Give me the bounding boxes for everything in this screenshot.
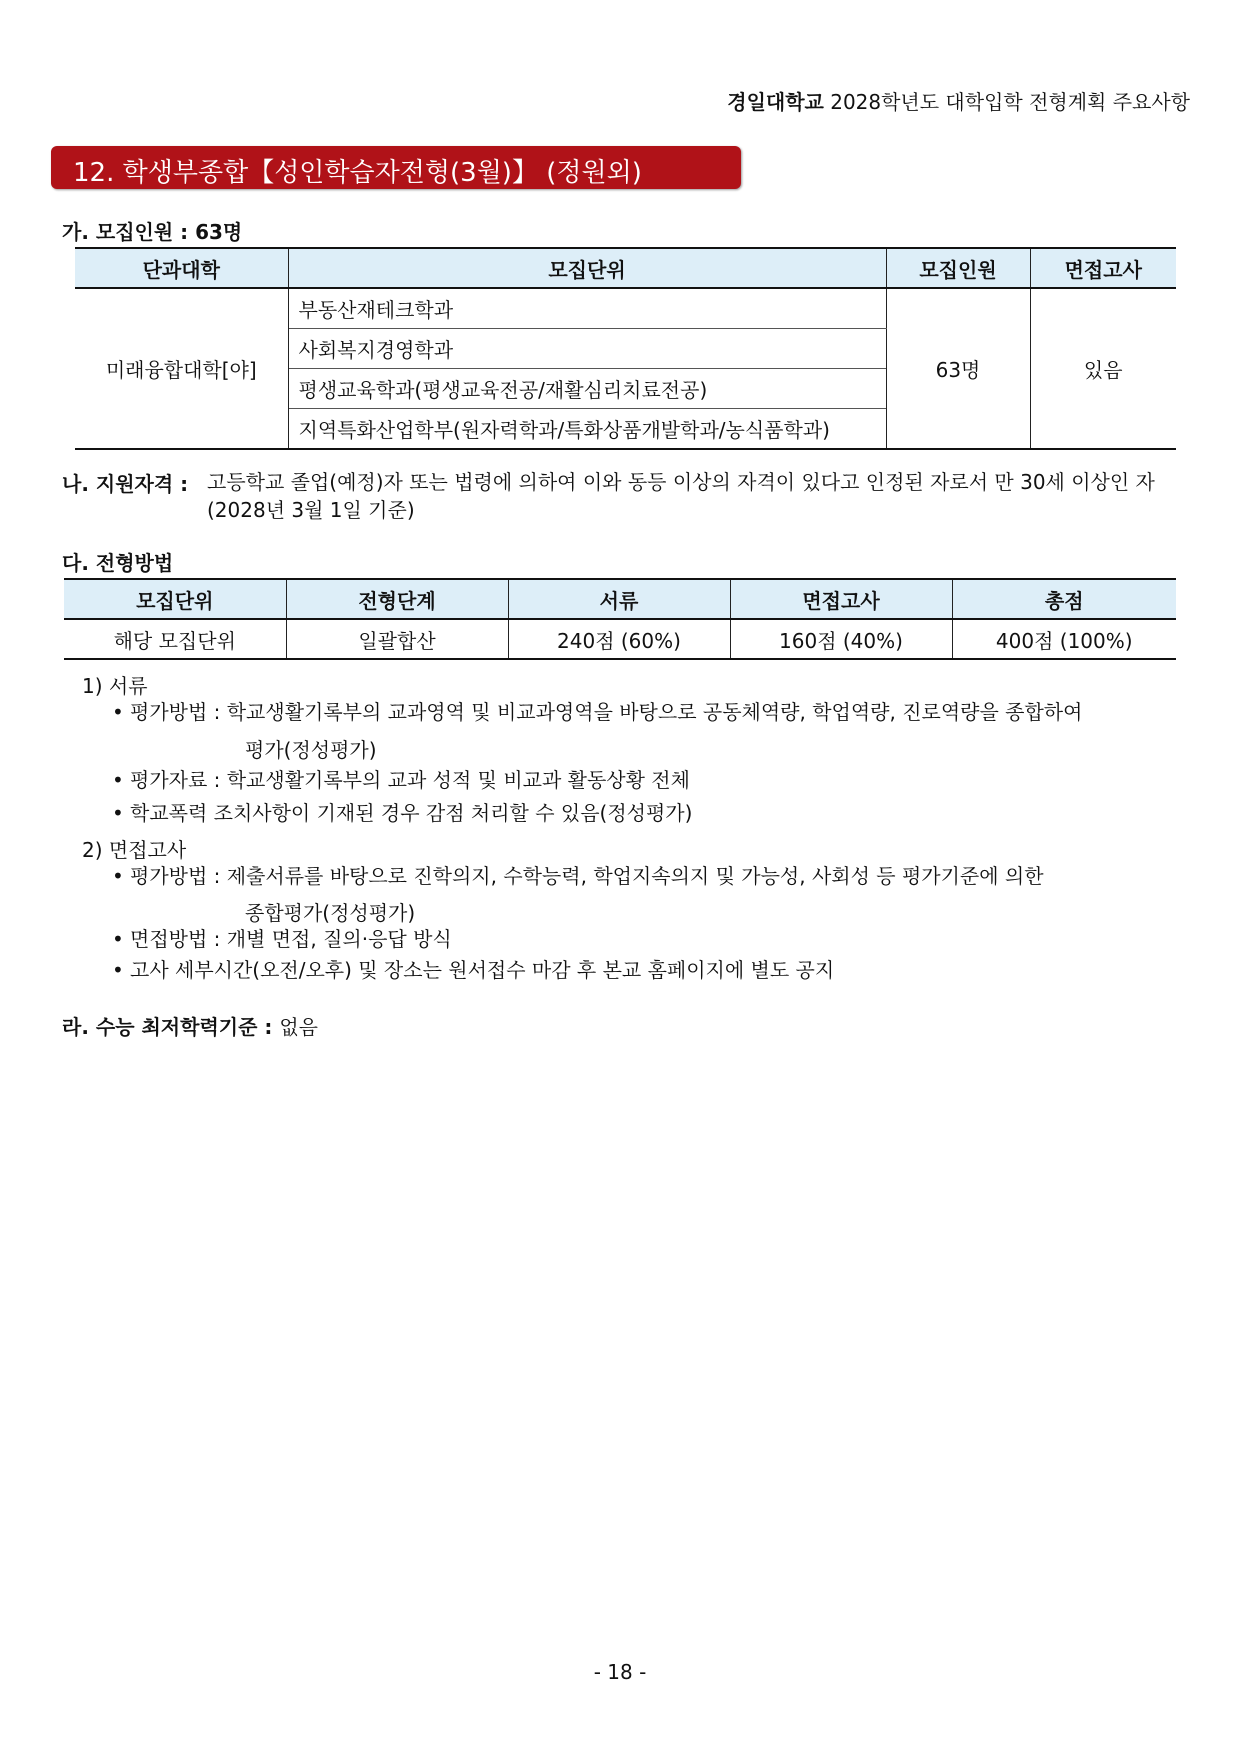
- unit-cell: 부동산재테크학과: [288, 288, 886, 329]
- table-row: [75, 288, 1176, 329]
- list-item: [112, 861, 1172, 892]
- csat-value: 없음: [279, 1015, 318, 1039]
- bullet-icon: •: [112, 801, 124, 825]
- docs-violence: 학교폭력 조치사항이 기재된 경우 감점 처리할 수 있음(정성평가): [130, 801, 693, 825]
- list-item: [112, 697, 1182, 728]
- docs-method: 평가방법 : 학교생활기록부의 교과영역 및 비교과영역을 바탕으로 공동체역량, 학업역량, 진로역량을 종합하여: [130, 700, 1083, 724]
- csat-label: 라. 수능 최저학력기준 :: [62, 1015, 273, 1039]
- interview-schedule: 고사 세부시간(오전/오후) 및 장소는 원서접수 마감 후 본교 홈페이지에 별도 공지: [130, 958, 835, 982]
- col-header-total: 총점: [952, 579, 1176, 619]
- interview-method: 평가방법 : 제출서류를 바탕으로 진학의지, 수학능력, 학업지속의지 및 가능성, 사회성 등 평가기준에 의한: [130, 864, 1044, 888]
- bullet-icon: •: [112, 700, 124, 724]
- unit-cell: 지역특화산업학부(원자력학과/특화상품개발학과/농식품학과): [288, 409, 886, 450]
- col-header-unit: 모집단위: [64, 579, 286, 619]
- bullet-icon: •: [112, 768, 124, 792]
- table-header-row: [64, 579, 1176, 619]
- qualification-text: 고등학교 졸업(예정)자 또는 법령에 의하여 이와 동등 이상의 자격이 있다고 인정된 자로서 만 30세 이상인 자(2028년 3월 1일 기준): [207, 470, 1155, 522]
- col-header-unit: 모집단위: [288, 248, 886, 288]
- college-cell: 미래융합대학[야]: [75, 288, 288, 449]
- section-banner: [51, 146, 741, 189]
- bullet-icon: •: [112, 927, 124, 951]
- total-score-cell: 400점 (100%): [952, 619, 1176, 659]
- interview-title: 2) 면접고사: [82, 838, 187, 862]
- col-header-stage: 전형단계: [286, 579, 508, 619]
- qualification-label: 나. 지원자격 :: [62, 472, 189, 496]
- interview-method-cont: 종합평가(정성평가): [245, 901, 416, 925]
- header-title: 2028학년도 대학입학 전형계획 주요사항: [830, 90, 1190, 114]
- csat-heading: [62, 1011, 318, 1040]
- docs-method-cont: 평가(정성평가): [245, 738, 377, 762]
- docs-score-cell: 240점 (60%): [508, 619, 730, 659]
- col-header-interview: 면접고사: [1030, 248, 1176, 288]
- list-item: [112, 765, 690, 796]
- recruit-value: 63명: [195, 220, 243, 244]
- list-item: [112, 924, 452, 955]
- docs-title: 1) 서류: [82, 674, 148, 698]
- col-header-interview: 면접고사: [730, 579, 952, 619]
- unit-cell: 사회복지경영학과: [288, 329, 886, 369]
- bullet-icon: •: [112, 958, 124, 982]
- interview-format: 면접방법 : 개별 면접, 질의·응답 방식: [130, 927, 452, 951]
- table-header-row: [75, 248, 1176, 288]
- count-cell: 63명: [886, 288, 1030, 449]
- interview-cell: 있음: [1030, 288, 1176, 449]
- recruit-label: 가. 모집인원 :: [62, 220, 189, 244]
- section-title: 12. 학생부종합【성인학습자전형(3월)】 (정원외): [73, 158, 642, 188]
- unit-cell: 해당 모집단위: [64, 619, 286, 659]
- docs-material: 평가자료 : 학교생활기록부의 교과 성적 및 비교과 활동상황 전체: [130, 768, 690, 792]
- method-table: [64, 578, 1176, 660]
- stage-cell: 일괄합산: [286, 619, 508, 659]
- page-header: [727, 86, 1190, 115]
- col-header-docs: 서류: [508, 579, 730, 619]
- col-header-count: 모집인원: [886, 248, 1030, 288]
- unit-cell: 평생교육학과(평생교육전공/재활심리치료전공): [288, 369, 886, 409]
- list-item: [112, 955, 834, 986]
- page-number: - 18 -: [593, 1660, 647, 1684]
- header-university: 경일대학교: [727, 90, 824, 114]
- method-heading: 다. 전형방법: [62, 551, 174, 575]
- bullet-icon: •: [112, 864, 124, 888]
- recruit-table: [75, 247, 1176, 450]
- interview-score-cell: 160점 (40%): [730, 619, 952, 659]
- list-item: [112, 798, 692, 829]
- table-row: [64, 619, 1176, 659]
- recruit-heading: [62, 216, 242, 245]
- col-header-college: 단과대학: [75, 248, 288, 288]
